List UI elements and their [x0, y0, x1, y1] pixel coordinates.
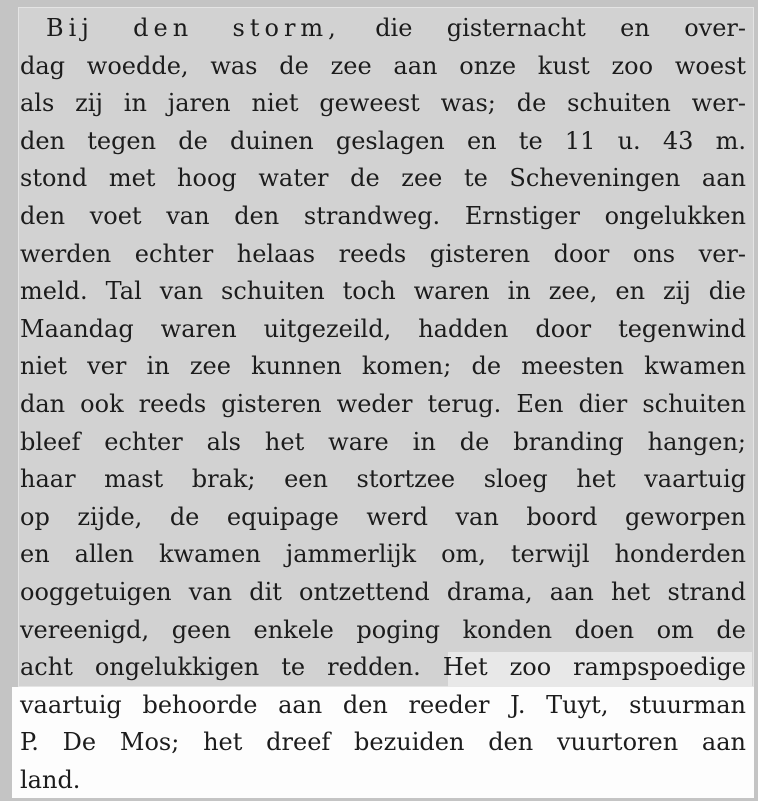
article-line: en allen kwamen jammerlijk om, terwijl honderden — [20, 540, 746, 569]
article-line: op zijde, de equipage werd van boord geworpen — [20, 502, 746, 531]
article-line: vereenigd, geen enkele poging konden doen om de — [20, 615, 746, 644]
article-line: stond met hoog water de zee te Scheveningen aan — [20, 164, 746, 193]
article-line: dag woedde, was de zee aan onze kust zoo woest — [20, 51, 746, 80]
article-line: dan ook reeds gisteren weder terug. Een dier schuiten — [20, 389, 746, 418]
article-line: ooggetuigen van dit ontzettend drama, aan het strand — [20, 577, 746, 606]
article-opening: Bij den storm, — [46, 14, 341, 42]
article-line: niet ver in zee kunnen komen; de meesten kwamen — [20, 352, 746, 381]
article-line-rest: die gisternacht en over- — [340, 14, 746, 42]
article-line — [20, 649, 746, 687]
article-line: Maandag waren uitgezeild, hadden door tegenwind — [20, 314, 746, 343]
article-line: bleef echter als het ware in de branding hangen; — [20, 427, 746, 456]
article-line — [20, 10, 746, 48]
article-text — [20, 10, 746, 799]
article-line: vaartuig behoorde aan den reeder J. Tuyt, stuurman — [20, 690, 746, 719]
article-line: werden echter helaas reeds gisteren door ons ver- — [20, 239, 746, 268]
article-line: den tegen de duinen geslagen en te 11 u. 43 m. — [20, 126, 746, 155]
article-line: P. De Mos; het dreef bezuiden den vuurtoren aan — [20, 728, 746, 757]
highlighted-text: Het zoo rampspoedige — [420, 653, 746, 682]
article-line: haar mast brak; een stortzee sloeg het vaartuig — [20, 465, 746, 494]
article-line: meld. Tal van schuiten toch waren in zee, en zij die — [20, 277, 746, 306]
article-line: als zij in jaren niet geweest was; de schuiten wer- — [20, 89, 746, 118]
article-line: den voet van den strandweg. Ernstiger ongelukken — [20, 201, 746, 230]
article-line-start: acht ongelukkigen te redden. — [20, 653, 421, 682]
article-line: land. — [20, 765, 81, 794]
